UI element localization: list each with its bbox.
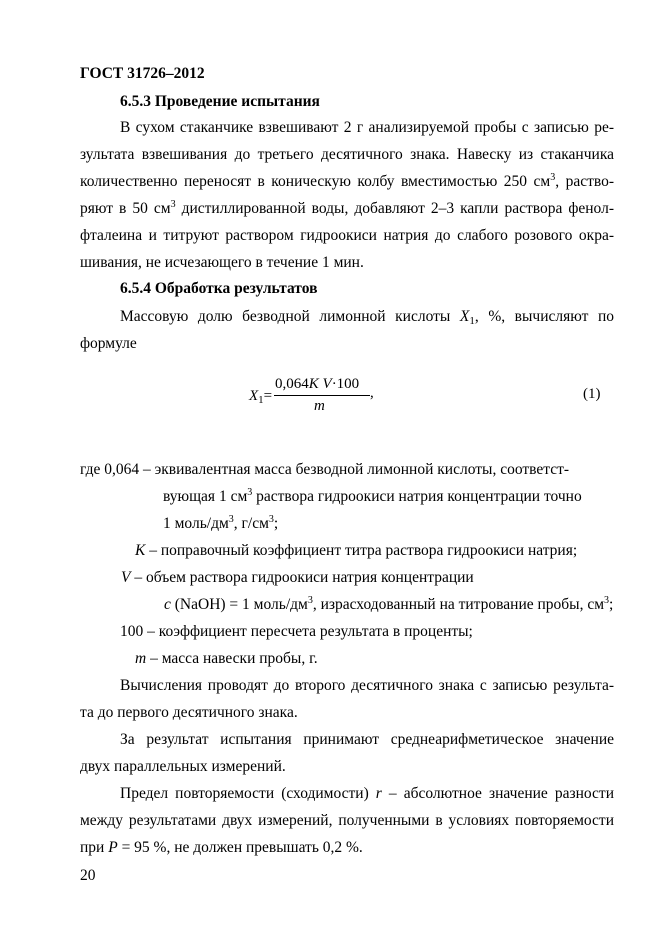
text-line: фталеина и титруют раствором гидроокиси натрия до слабого розового окра-: [80, 227, 614, 244]
definition-line: 1 моль/$дм^3$, $г/см^3$;: [163, 514, 279, 532]
definition-line: 100 – коэффициент пересчета результата в проценты;: [120, 623, 473, 640]
standard-header: ГОСТ 31726–2012: [80, 65, 205, 82]
formula-number: (1): [583, 386, 601, 402]
definition-line: V – объем раствора гидроокиси натрия концентрации: [121, 569, 474, 586]
formula-lhs: $X_1=$: [249, 388, 273, 406]
text-line: Вычисления проводят до второго десятичного знака с записью результа-: [120, 677, 614, 694]
text-line: Массовую долю безводной лимонной кислоты $X_1$, %, вычисляют по: [120, 308, 614, 327]
section-653-title: 6.5.3 Проведение испытания: [120, 93, 320, 110]
text-line: За результат испытания принимают среднеарифметическое значение: [120, 731, 614, 748]
text-line: количественно переносят в коническую колбу вместимостью 250 $см^3$, раство-: [80, 172, 614, 190]
text-line: формуле: [80, 335, 137, 352]
definition-line: где 0,064 – эквивалентная масса безводной лимонной кислоты, соответст-: [80, 461, 570, 478]
text-line: В сухом стаканчике взвешивают 2 г анализируемой пробы с записью ре-: [120, 119, 614, 136]
text-line: двух параллельных измерений.: [80, 758, 286, 775]
formula-numerator: 0,064K V·100: [275, 376, 360, 392]
fraction-bar: [274, 395, 370, 396]
definition-line: c (NaOH) = 1 моль/$дм^3$, израсходованный на титрование пробы, $см^3$;: [164, 595, 614, 613]
section-654-title: 6.5.4 Обработка результатов: [120, 280, 318, 297]
definition-line: K – поправочный коэффициент титра раствора гидроокиси натрия;: [135, 542, 578, 559]
formula-denominator: m: [314, 398, 325, 414]
definition-line: m – масса навески пробы, г.: [135, 650, 318, 667]
text-line: ряют в 50 $см^3$ дистиллированной воды, добавляют 2–3 капли раствора фенол-: [80, 199, 614, 217]
text-line: та до первого десятичного знака.: [80, 704, 298, 721]
page-number: 20: [80, 867, 96, 884]
text-line: зультата взвешивания до третьего десятичного знака. Навеску из стаканчика: [80, 146, 614, 163]
text-line: между результатами двух измерений, полученными в условиях повторяемости: [80, 812, 614, 829]
text-line: шивания, не исчезающего в течение 1 мин.: [80, 254, 364, 271]
definition-line: вующая 1 $см^3$ раствора гидроокиси натрия концентрации точно: [163, 487, 582, 505]
text-line: при P = 95 %, не должен превышать 0,2 %.: [80, 839, 363, 856]
text-line: Предел повторяемости (сходимости) r – абсолютное значение разности: [120, 785, 614, 802]
formula-comma: ,: [370, 385, 374, 401]
